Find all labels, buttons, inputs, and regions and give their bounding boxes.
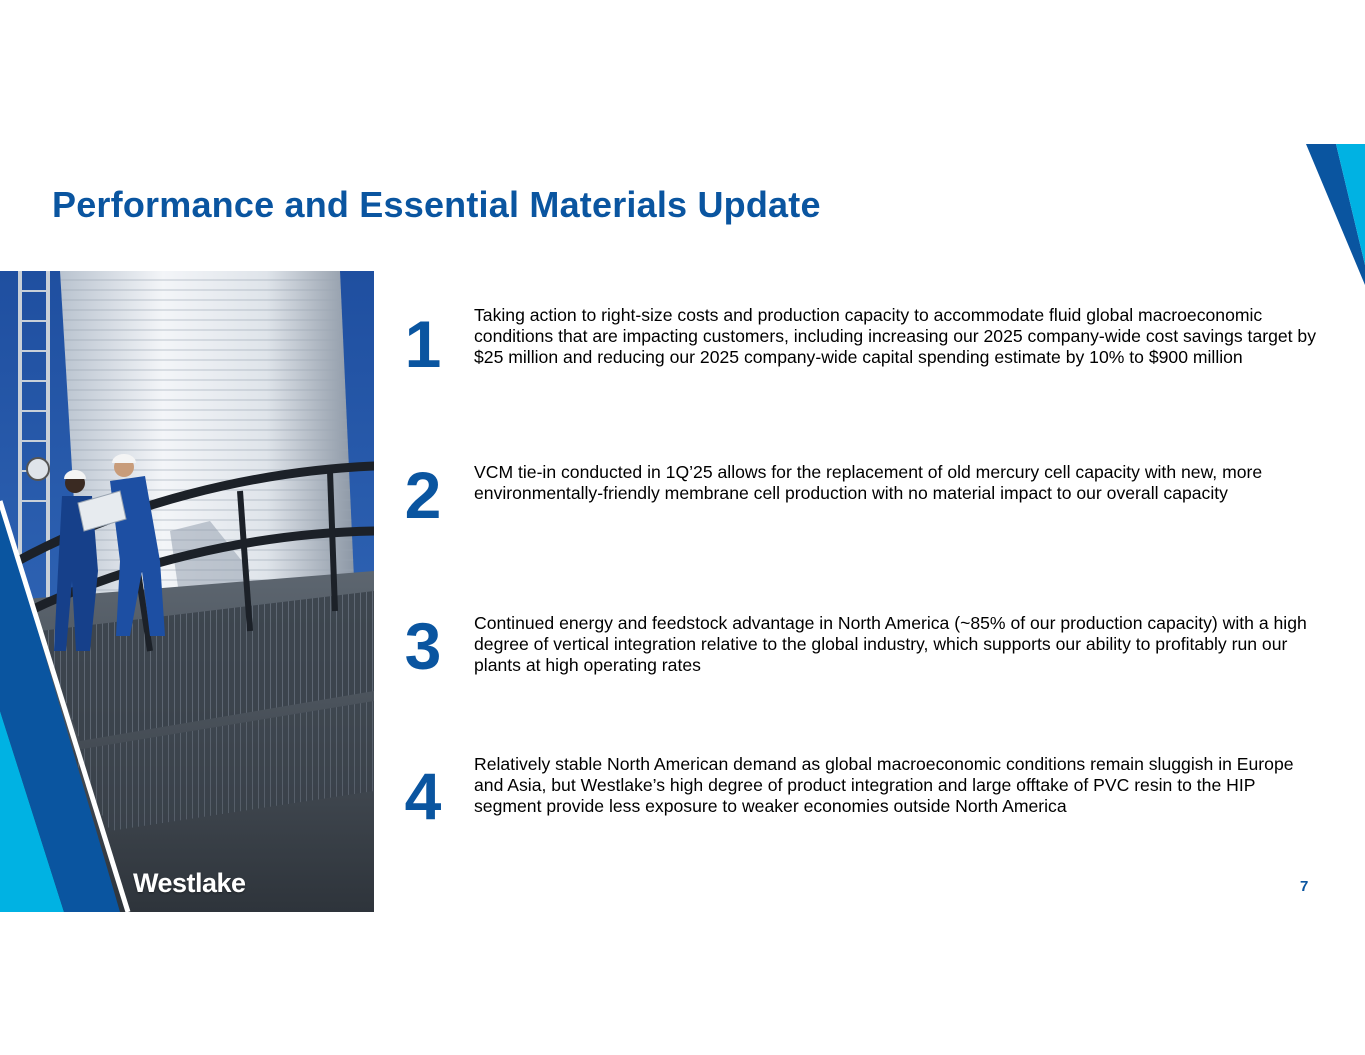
slide-title: Performance and Essential Materials Update [52,184,821,225]
item-text: VCM tie-in conducted in 1Q’25 allows for the replacement of old mercury cell capacity with new, more environmentally-friendly membrane cell production with no material impact to our overall capacity [474,462,1263,503]
list-item-2 [396,458,1316,552]
item-number: 4 [404,759,442,833]
list-item-4 [396,754,1316,844]
westlake-logo: Westlake [133,868,246,898]
item-number: 2 [404,458,442,532]
list-item-3 [396,609,1316,703]
item-text: Continued energy and feedstock advantage in North America (~85% of our production capacity) with a high degree of vertical integration relative to the global industry, which supports our ability to profitably run our plants at high operating rates [474,613,1307,675]
item-number: 1 [404,307,442,381]
item-text: Taking action to right-size costs and production capacity to accommodate fluid global macroeconomic conditions that are impacting customers, including increasing our 2025 company-wide cost savings target by $25 million and reducing our 2025 company-wide capital spending estimate by 10% to $900 million [474,305,1317,367]
corner-accent-graphic [1300,140,1365,285]
item-text: Relatively stable North American demand as global macroeconomic conditions remain sluggish in Europe and Asia, but Westlake’s high degree of product integration and large offtake of PVC resin to the HIP segment provide less exposure to weaker economies outside North America [474,754,1294,816]
item-number: 3 [404,609,442,683]
list-item-1 [396,305,1316,395]
page-number: 7 [1300,878,1309,895]
plant-workers-photo [0,271,374,912]
